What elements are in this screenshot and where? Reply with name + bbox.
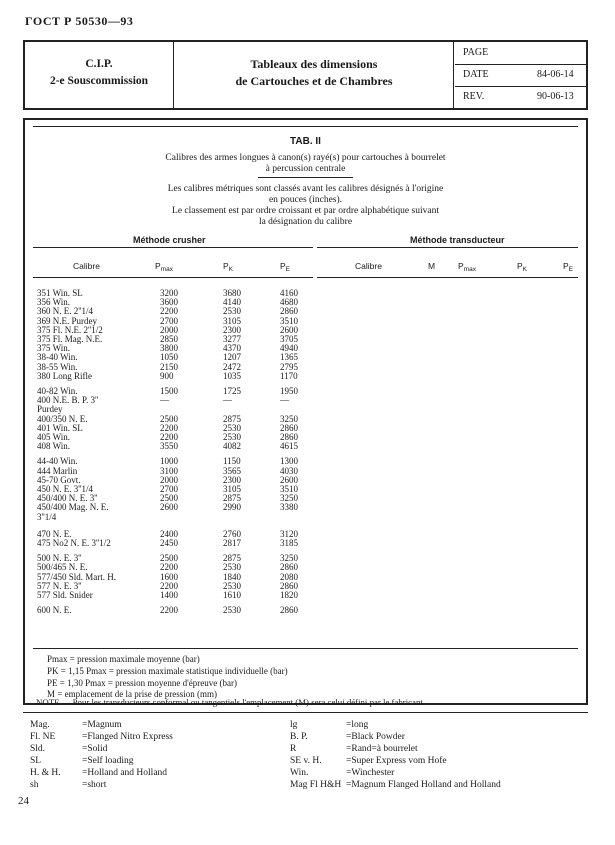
rev-label: REV. xyxy=(463,91,485,102)
right-abbreviation-meaning: =Rand=à bourrelet xyxy=(346,744,418,754)
row-pk: 2472 xyxy=(223,361,241,372)
row-pk: 3105 xyxy=(223,315,241,326)
trans-col-pk: $P_K$ xyxy=(517,261,528,273)
note-line-2: en pouces (inches). xyxy=(268,195,343,205)
row-pe: 3510 xyxy=(280,315,298,326)
row-pe: 3705 xyxy=(280,334,298,344)
row-pmax: 3800 xyxy=(160,343,178,354)
row-pmax: 2600 xyxy=(160,502,178,513)
row-pk: 2300 xyxy=(223,474,241,485)
row-pe: 3380 xyxy=(280,502,298,513)
row-calibre: 44-40 Win. xyxy=(37,456,78,467)
row-calibre: 577 N. E. 3'' xyxy=(37,580,82,591)
row-pe: 2860 xyxy=(280,432,298,442)
row-pmax: — xyxy=(160,395,169,406)
right-abbreviation-term: Mag Fl H&H xyxy=(290,780,342,790)
row-pk: 1840 xyxy=(223,571,241,582)
rev-value: 90-06-13 xyxy=(537,91,574,102)
row-pk: 2875 xyxy=(223,413,241,424)
row-pk: 2530 xyxy=(223,306,241,317)
intro-line-2: à percussion centrale xyxy=(265,164,346,174)
row-pmax: 3100 xyxy=(160,465,178,476)
row-pmax: 2000 xyxy=(160,324,178,335)
row-pk: 2300 xyxy=(223,324,241,335)
row-pe: 1170 xyxy=(280,370,298,381)
row-pe: 3250 xyxy=(280,413,298,424)
row-pmax: 2200 xyxy=(160,306,178,317)
row-pk: 2530 xyxy=(223,580,241,591)
page-label: PAGE xyxy=(463,47,489,58)
row-calibre: 351 Win. SL xyxy=(37,288,83,298)
row-pk: 2530 xyxy=(223,562,241,573)
row-pe: 2600 xyxy=(280,474,298,485)
crusher-col-calibre: Calibre xyxy=(73,261,100,271)
row-calibre: 375 Fl. N.E. 2''1/2 xyxy=(37,324,103,335)
row-calibre: 356 Win. xyxy=(37,297,70,308)
row-pmax: 1400 xyxy=(160,590,178,600)
row-pk: 4082 xyxy=(223,441,241,452)
row-calibre: 40-82 Win. xyxy=(37,386,78,396)
left-abbreviation-meaning: =short xyxy=(82,780,107,790)
row-pk: 4140 xyxy=(223,297,241,308)
left-abbreviation-term: Mag. xyxy=(30,720,50,730)
legend-pk: PK = 1,15 Pmax = pression maximale statistique individuelle (bar) xyxy=(47,666,288,676)
table-title: TAB. II xyxy=(290,136,321,147)
row-pmax: 2700 xyxy=(160,315,178,326)
legend-pmax: Pmax = pression maximale moyenne (bar) xyxy=(47,654,200,664)
row-calibre: 401 Win. SL xyxy=(37,422,83,433)
row-calibre: 577 Sld. Snider xyxy=(37,590,93,600)
row-pmax: 1000 xyxy=(160,456,178,467)
row-pe: 1365 xyxy=(280,352,298,363)
right-abbreviation-term: R xyxy=(290,744,297,754)
title-line-2: de Cartouches et de Chambres xyxy=(235,74,393,88)
row-pk: 4370 xyxy=(223,343,241,354)
organization-name: C.I.P. xyxy=(85,58,113,70)
row-pmax: 3600 xyxy=(160,297,178,308)
row-pmax: 2200 xyxy=(160,432,178,442)
row-pmax: 2500 xyxy=(160,553,178,564)
row-calibre: 470 N. E. xyxy=(37,528,72,539)
left-abbreviation-meaning: =Solid xyxy=(82,744,108,754)
row-pmax: 2850 xyxy=(160,334,178,344)
trans-col-calibre: Calibre xyxy=(355,261,382,271)
row-pe: 3510 xyxy=(280,484,298,494)
row-pmax: 900 xyxy=(160,370,174,381)
document-code: ГОСТ Р 50530—93 xyxy=(25,14,134,28)
crusher-col-pmax: $P_{max}$ xyxy=(155,261,173,273)
row-pe: 2860 xyxy=(280,605,298,616)
row-pe: 3250 xyxy=(280,553,298,564)
trans-col-pe: $P_E$ xyxy=(563,261,574,273)
left-abbreviation-term: SL xyxy=(30,756,42,766)
intro-line-1: Calibres des armes longues à canon(s) rayé(s) pour cartouches à bourrelet xyxy=(165,153,446,163)
row-calibre: 38-55 Win. xyxy=(37,361,78,372)
page-number: 24 xyxy=(18,795,29,807)
row-pe: 1820 xyxy=(280,590,298,600)
row-pe: 2600 xyxy=(280,324,298,335)
row-calibre: 450/400 N. E. 3'' xyxy=(37,493,98,504)
right-abbreviation-meaning: =Black Powder xyxy=(346,732,405,742)
row-pmax: 1600 xyxy=(160,571,178,582)
row-calibre: 577/450 Sld. Mart. H. xyxy=(37,571,117,582)
row-pe: 4615 xyxy=(280,441,298,452)
row-pk: 1035 xyxy=(223,370,241,381)
left-abbreviation-term: Sld. xyxy=(30,744,46,754)
legend-m: M = emplacement de la prise de pression (mm) xyxy=(47,689,218,699)
row-calibre: 475 No2 N. E. 3''1/2 xyxy=(37,538,111,548)
title-line-1: Tableaux des dimensions xyxy=(250,57,378,71)
right-abbreviation-meaning: =long xyxy=(346,720,369,730)
crusher-col-pk: $P_K$ xyxy=(223,261,234,273)
row-pmax: 2700 xyxy=(160,484,178,494)
row-calibre: 408 Win. xyxy=(37,441,70,452)
row-calibre: 369 N.E. Purdey xyxy=(37,315,97,326)
row-pe: 4160 xyxy=(280,288,298,298)
row-pe: 2860 xyxy=(280,306,298,317)
row-calibre: 3''1/4 xyxy=(37,511,57,522)
row-pe: 4030 xyxy=(280,465,298,476)
row-pe: 3120 xyxy=(280,528,298,539)
row-pe: 3185 xyxy=(280,538,298,548)
row-pmax: 2200 xyxy=(160,605,178,616)
row-pmax: 3550 xyxy=(160,441,178,452)
row-pk: 1610 xyxy=(223,590,241,600)
row-calibre: 500 N. E. 3'' xyxy=(37,553,82,564)
note-line-4: la désignation du calibre xyxy=(258,217,353,227)
left-abbreviation-term: Fl. NE xyxy=(30,732,56,742)
row-pk: — xyxy=(223,395,232,406)
row-pe: 2860 xyxy=(280,580,298,591)
row-pe: 1950 xyxy=(280,386,298,396)
row-calibre: 405 Win. xyxy=(37,432,70,442)
row-pmax: 2200 xyxy=(160,422,178,433)
row-calibre: 360 N. E. 2''1/4 xyxy=(37,306,93,317)
row-pk: 1207 xyxy=(223,352,241,363)
row-pk: 2875 xyxy=(223,493,241,504)
row-pmax: 1500 xyxy=(160,386,178,396)
row-calibre: 380 Long Rifle xyxy=(37,370,92,381)
trans-col-pmax: $P_{max}$ xyxy=(458,261,476,273)
row-pk: 2530 xyxy=(223,422,241,433)
right-abbreviation-term: Win. xyxy=(290,768,309,778)
row-pk: 2990 xyxy=(223,502,241,513)
note-line-1: Les calibres métriques sont classés avant les calibres désignés à l'origine xyxy=(167,184,444,194)
legend-pe: PE = 1,30 Pmax = pression moyenne d'épreuve (bar) xyxy=(47,678,237,688)
date-value: 84-06-14 xyxy=(537,69,574,80)
row-calibre: 500/465 N. E. xyxy=(37,562,88,573)
crusher-heading: Méthode crusher xyxy=(133,235,206,245)
right-abbreviation-term: B. P. xyxy=(290,732,308,742)
row-calibre: 600 N. E. xyxy=(37,605,72,616)
left-abbreviation-meaning: =Magnum xyxy=(82,720,122,730)
row-pk: 2817 xyxy=(223,538,241,548)
row-calibre: 375 Fl. Mag. N.E. xyxy=(37,334,103,344)
row-pk: 3105 xyxy=(223,484,241,494)
row-pk: 3680 xyxy=(223,288,241,298)
row-pe: — xyxy=(280,395,289,406)
row-pmax: 3200 xyxy=(160,288,178,298)
row-pe: 2860 xyxy=(280,562,298,573)
right-abbreviation-meaning: =Magnum Flanged Holland and Holland xyxy=(346,780,501,790)
row-pmax: 2450 xyxy=(160,538,178,548)
row-pk: 3565 xyxy=(223,465,241,476)
crusher-col-pe: $P_E$ xyxy=(280,261,291,273)
row-pe: 1300 xyxy=(280,456,298,467)
row-calibre: 38-40 Win. xyxy=(37,352,78,363)
row-pmax: 2400 xyxy=(160,528,178,539)
row-pk: 2760 xyxy=(223,528,241,539)
row-pk: 3277 xyxy=(223,334,241,344)
note-line-3: Le classement est par ordre croissant et par ordre alphabétique suivant xyxy=(172,206,439,216)
row-calibre: 400/350 N. E. xyxy=(37,413,88,424)
row-pmax: 2000 xyxy=(160,474,178,485)
row-pe: 4940 xyxy=(280,343,298,354)
row-pe: 2860 xyxy=(280,422,298,433)
left-abbreviation-term: sh xyxy=(30,780,39,790)
transducteur-heading: Méthode transducteur xyxy=(410,235,505,245)
row-calibre: 400 N.E. B. P. 3'' xyxy=(37,395,99,406)
row-calibre: 45-70 Govt. xyxy=(37,474,81,485)
left-abbreviation-meaning: =Holland and Holland xyxy=(82,768,168,778)
row-pk: 2875 xyxy=(223,553,241,564)
right-abbreviation-term: lg xyxy=(290,720,298,730)
row-pe: 4680 xyxy=(280,297,298,308)
row-pe: 2080 xyxy=(280,571,298,582)
row-calibre: 450 N. E. 3''1/4 xyxy=(37,484,93,494)
transducer-note: NOTE — Pour les transducteurs conformal ou tangentiels l'emplacement (M) sera celui défini par le fabricant. xyxy=(36,697,426,707)
row-calibre: 375 Win. xyxy=(37,343,70,354)
row-calibre: 444 Marlin xyxy=(37,465,78,476)
right-abbreviation-meaning: =Winchester xyxy=(346,768,395,778)
row-pmax: 2200 xyxy=(160,580,178,591)
row-pe: 2795 xyxy=(280,361,298,372)
subcommission-name: 2-e Souscommission xyxy=(49,75,149,87)
right-abbreviation-term: SE v. H. xyxy=(290,756,322,766)
row-pe: 3250 xyxy=(280,493,298,504)
left-abbreviation-meaning: =Self loading xyxy=(82,756,134,766)
row-calibre: Purdey xyxy=(37,404,63,415)
row-pk: 2530 xyxy=(223,432,241,442)
row-pk: 1150 xyxy=(223,456,241,467)
row-pmax: 2500 xyxy=(160,413,178,424)
left-abbreviation-meaning: =Flanged Nitro Express xyxy=(82,732,173,742)
row-pk: 1725 xyxy=(223,386,241,396)
row-pmax: 2150 xyxy=(160,361,178,372)
right-abbreviation-meaning: =Super Express vom Hofe xyxy=(346,756,447,766)
row-pmax: 2500 xyxy=(160,493,178,504)
date-label: DATE xyxy=(463,69,489,80)
row-pmax: 1050 xyxy=(160,352,178,363)
trans-col-m: M xyxy=(428,261,436,271)
row-calibre: 450/400 Mag. N. E. xyxy=(37,502,109,513)
row-pmax: 2200 xyxy=(160,562,178,573)
left-abbreviation-term: H. & H. xyxy=(30,768,61,778)
row-pk: 2530 xyxy=(223,605,241,616)
